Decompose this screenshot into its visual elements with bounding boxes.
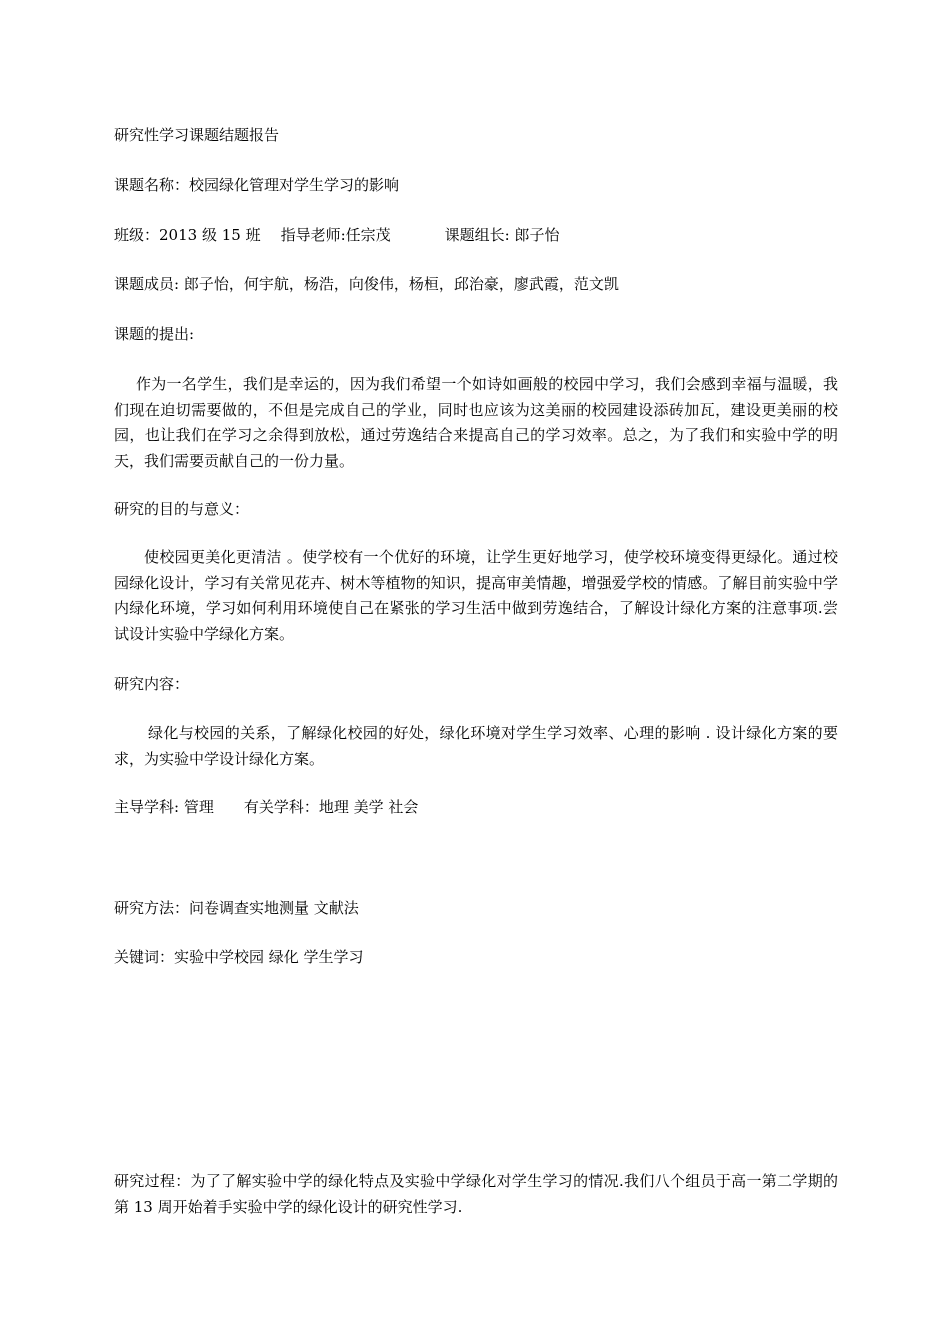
class-info-line [114, 225, 840, 245]
members-line: 课题成员: 郎子怡，何宇航，杨浩，向俊伟，杨桓，邱治豪，廖武霞，范文凯 [114, 275, 619, 293]
content-paragraph: 绿化与校园的关系，了解绿化校园的好处，绿化环境对学生学习效率、心理的影响 . 设计绿化方案的要求，为实验中学设计绿化方案。 [114, 724, 838, 768]
purpose-paragraph: 使校园更美化更清洁 。使学校有一个优好的环境，让学生更好地学习，使学校环境变得更绿化。通过校园绿化设计，学习有关常见花卉、树木等植物的知识，提高审美情趣，增强爱学校的情感。了解目前实验中学内绿化环境，学习如何利用环境使自己在紧张的学习生活中做到劳逸结合，了解设计绿化方案的注意事项.尝试设计实验中学绿化方案。 [114, 548, 838, 643]
proposal-paragraph: 作为一名学生，我们是幸运的，因为我们希望一个如诗如画般的校园中学习，我们会感到幸福与温暖，我们现在迫切需要做的，不但是完成自己的学业，同时也应该为这美丽的校园建设添砖加瓦，建设更美丽的校园，也让我们在学习之余得到放松，通过劳逸结合来提高自己的学习效率。总之，为了我们和实验中学的明天，我们需要贡献自己的一份力量。 [114, 375, 838, 470]
advisor-label: 指导老师:任宗茂 [280, 226, 391, 244]
report-title: 研究性学习课题结题报告 [114, 126, 280, 144]
class-label: 班级：2013 级 15 班 [114, 226, 261, 244]
methods-line: 研究方法：问卷调查实地测量 文献法 [114, 899, 359, 917]
purpose-heading: 研究的目的与意义： [114, 500, 250, 518]
topic-name: 课题名称：校园绿化管理对学生学习的影响 [114, 176, 400, 194]
process-paragraph: 研究过程：为了了解实验中学的绿化特点及实验中学绿化对学生学习的情况.我们八个组员于高一第二学期的第 13 周开始着手实验中学的绿化设计的研究性学习. [114, 1172, 838, 1216]
leader-label: 课题组长: 郎子怡 [444, 226, 560, 244]
related-subjects: 有关学科：地理 美学 社会 [243, 798, 419, 816]
content-heading: 研究内容： [114, 675, 190, 693]
proposal-heading: 课题的提出: [114, 325, 195, 343]
keywords-line: 关键词：实验中学校园 绿化 学生学习 [114, 948, 364, 966]
main-subject: 主导学科: 管理 [114, 798, 214, 816]
subjects-line [114, 797, 840, 817]
